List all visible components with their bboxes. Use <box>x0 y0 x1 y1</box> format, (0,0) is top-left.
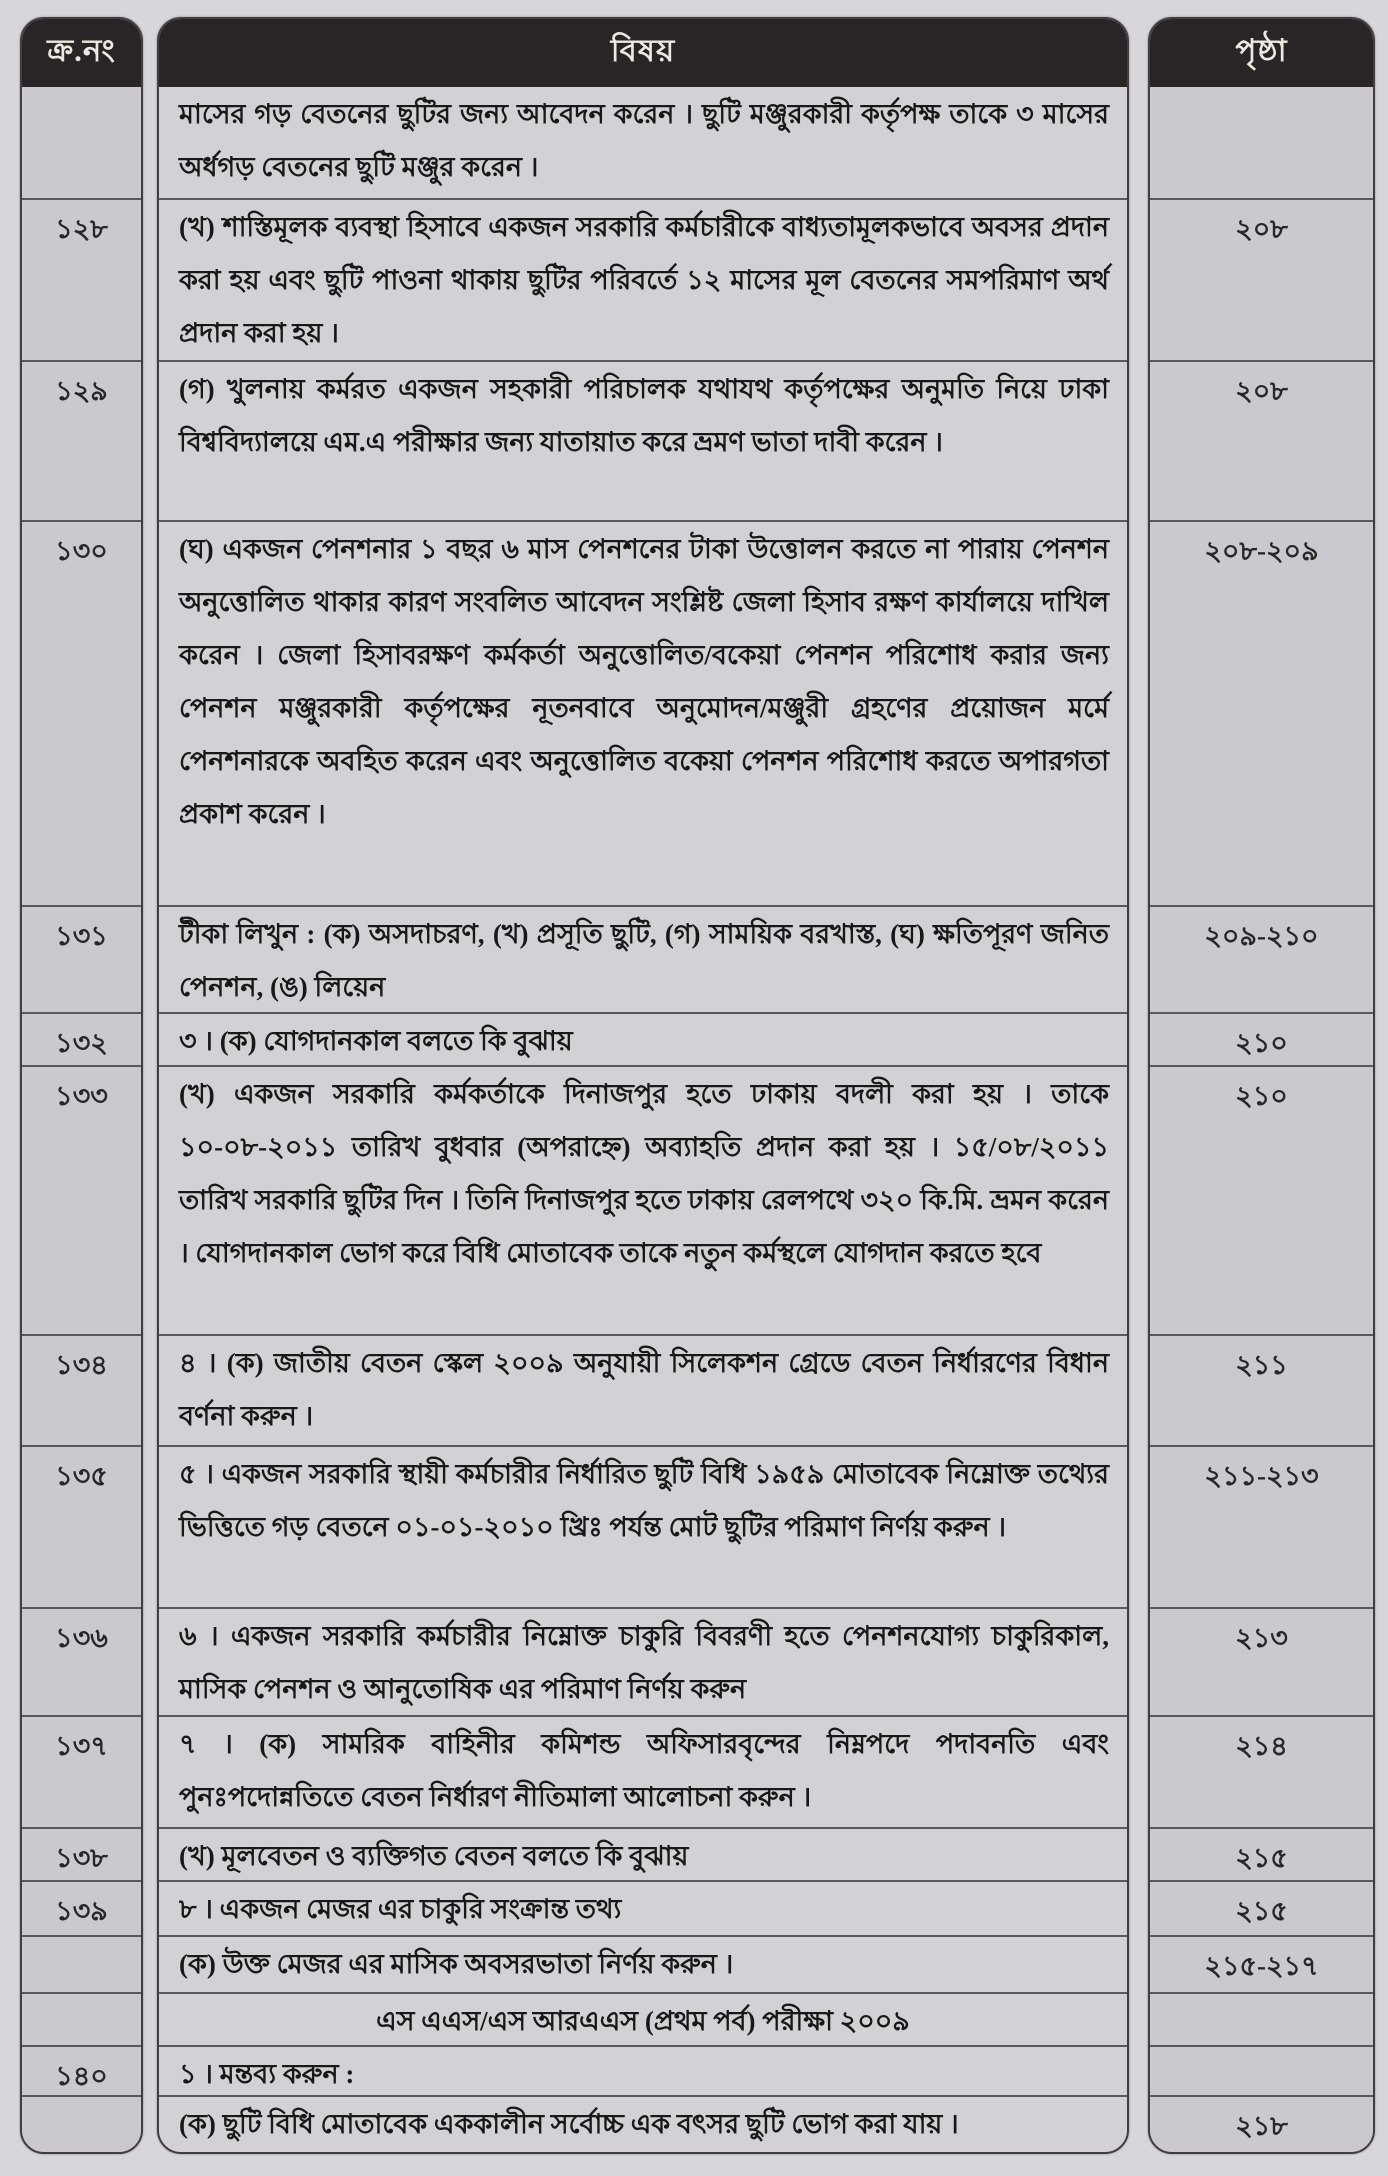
subject-cell: (গ) খুলনায় কর্মরত একজন সহকারী পরিচালক যথাযথ কর্তৃপক্ষের অনুমতি নিয়ে ঢাকা বিশ্ববিদ্যালয়ে এম.এ পরীক্ষার জন্য যাতায়াত করে ভ্রমণ ভাতা দাবী করেন । <box>159 360 1127 520</box>
subject-column-header <box>159 19 1127 87</box>
subject-column <box>157 17 1129 2154</box>
serial-cell: ১৩৭ <box>22 1715 141 1827</box>
page-header-label: পৃষ্ঠা <box>1235 33 1288 68</box>
page-cell: ২০৮-২০৯ <box>1150 520 1373 905</box>
page-cell: ২১৪ <box>1150 1715 1373 1827</box>
page-cell: ২১০ <box>1150 1065 1373 1334</box>
subject-cell: ৫ । একজন সরকারি স্থায়ী কর্মচারীর নির্ধারিত ছুটি বিধি ১৯৫৯ মোতাবেক নিম্নোক্ত তথ্যের ভিত্তিতে গড় বেতনে ০১-০১-২০১০ খ্রিঃ পর্যন্ত মোট ছুটির পরিমাণ নির্ণয় করুন । <box>159 1445 1127 1607</box>
subject-cell: টীকা লিখুন : (ক) অসদাচরণ, (খ) প্রসূতি ছুটি, (গ) সাময়িক বরখাস্ত, (ঘ) ক্ষতিপূরণ জনিত পেনশন, (ঙ) লিয়েন <box>159 905 1127 1012</box>
serial-column-header <box>22 19 141 87</box>
page-cell: ২১৩ <box>1150 1607 1373 1715</box>
subject-cell: (ক) উক্ত মেজর এর মাসিক অবসরভাতা নির্ণয় করুন । <box>159 1935 1127 1992</box>
subject-cell: ৭ । (ক) সামরিক বাহিনীর কমিশন্ড অফিসারবৃন্দের নিম্নপদে পদাবনতি এবং পুনঃপদোন্নতিতে বেতন নির্ধারণ নীতিমালা আলোচনা করুন । <box>159 1715 1127 1827</box>
page-cell: ২১১-২১৩ <box>1150 1445 1373 1607</box>
subject-cell: (ক) ছুটি বিধি মোতাবেক এককালীন সর্বোচ্চ এক বৎসর ছুটি ভোগ করা যায় । <box>159 2095 1127 2152</box>
page-cell: ২১৫ <box>1150 1880 1373 1935</box>
subject-cell: মাসের গড় বেতনের ছুটির জন্য আবেদন করেন । ছুটি মঞ্জুরকারী কর্তৃপক্ষ তাকে ৩ মাসের অর্ধগড় বেতনের ছুটি মঞ্জুর করেন । <box>159 87 1127 198</box>
page-column-body <box>1150 87 1373 2152</box>
page-column-header <box>1150 19 1373 87</box>
subject-cell: ৬ । একজন সরকারি কর্মচারীর নিম্নোক্ত চাকুরি বিবরণী হতে পেনশনযোগ্য চাকুরিকাল, মাসিক পেনশন ও আনুতোষিক এর পরিমাণ নির্ণয় করুন <box>159 1607 1127 1715</box>
serial-cell <box>22 1992 141 2045</box>
subject-cell: (ঘ) একজন পেনশনার ১ বছর ৬ মাস পেনশনের টাকা উত্তোলন করতে না পারায় পেনশন অনুত্তোলিত থাকার কারণ সংবলিত আবেদন সংশ্লিষ্ট জেলা হিসাব রক্ষণ কার্যালয়ে দাখিল করেন । জেলা হিসাবরক্ষণ কর্মকর্তা অনুত্তোলিত/বকেয়া পেনশন পরিশোধ করার জন্য পেনশন মঞ্জুরকারী কর্তৃপক্ষের নূতনবাবে অনুমোদন/মঞ্জুরী গ্রহণের প্রয়োজন মর্মে পেনশনারকে অবহিত করেন এবং অনুত্তোলিত বকেয়া পেনশন পরিশোধ করতে অপারগতা প্রকাশ করেন । <box>159 520 1127 905</box>
serial-cell: ১২৮ <box>22 198 141 360</box>
subject-cell: (খ) একজন সরকারি কর্মকর্তাকে দিনাজপুর হতে ঢাকায় বদলী করা হয় । তাকে ১০-০৮-২০১১ তারিখ বুধবার (অপরাহ্নে) অব্যাহতি প্রদান করা হয় । ১৫/০৮/২০১১ তারিখ সরকারি ছুটির দিন । তিনি দিনাজপুর হতে ঢাকায় রেলপথে ৩২০ কি.মি. ভ্রমন করেন । যোগদানকাল ভোগ করে বিধি মোতাবেক তাকে নতুন কর্মস্থলে যোগদান করতে হবে <box>159 1065 1127 1334</box>
serial-cell: ১৩৬ <box>22 1607 141 1715</box>
serial-cell: ১৩১ <box>22 905 141 1012</box>
serial-header-label: ক্র.নং <box>47 33 116 68</box>
subject-cell: (খ) মূলবেতন ও ব্যক্তিগত বেতন বলতে কি বুঝায় <box>159 1827 1127 1880</box>
serial-cell: ১৩৯ <box>22 1880 141 1935</box>
serial-cell <box>22 1935 141 1992</box>
page-cell: ২০৮ <box>1150 360 1373 520</box>
subject-cell: ৪ । (ক) জাতীয় বেতন স্কেল ২০০৯ অনুযায়ী সিলেকশন গ্রেডে বেতন নির্ধারণের বিধান বর্ণনা করুন । <box>159 1334 1127 1445</box>
serial-cell: ১৩০ <box>22 520 141 905</box>
serial-cell: ১২৯ <box>22 360 141 520</box>
page-column <box>1148 17 1375 2154</box>
page-cell: ২১১ <box>1150 1334 1373 1445</box>
page-cell: ২০৮ <box>1150 198 1373 360</box>
page-cell <box>1150 1992 1373 2045</box>
page-cell <box>1150 87 1373 198</box>
page-cell: ২১৫ <box>1150 1827 1373 1880</box>
page-cell <box>1150 2045 1373 2095</box>
subject-cell: ১ । মন্তব্য করুন : <box>159 2045 1127 2095</box>
serial-cell <box>22 2095 141 2152</box>
section-header-cell: এস এএস/এস আরএএস (প্রথম পর্ব) পরীক্ষা ২০০৯ <box>159 1992 1127 2045</box>
serial-cell: ১৩২ <box>22 1012 141 1065</box>
subject-cell: ৮ । একজন মেজর এর চাকুরি সংক্রান্ত তথ্য <box>159 1880 1127 1935</box>
subject-column-body <box>159 87 1127 2152</box>
page-cell: ২১৮ <box>1150 2095 1373 2152</box>
serial-cell: ১৩৫ <box>22 1445 141 1607</box>
serial-cell: ১৪০ <box>22 2045 141 2095</box>
serial-column <box>20 17 143 2154</box>
serial-column-body <box>22 87 141 2152</box>
toc-table <box>20 17 1375 2154</box>
serial-cell: ১৩৪ <box>22 1334 141 1445</box>
subject-cell: (খ) শাস্তিমূলক ব্যবস্থা হিসাবে একজন সরকারি কর্মচারীকে বাধ্যতামূলকভাবে অবসর প্রদান করা হয় এবং ছুটি পাওনা থাকায় ছুটির পরিবর্তে ১২ মাসের মূল বেতনের সমপরিমাণ অর্থ প্রদান করা হয় । <box>159 198 1127 360</box>
page-cell: ২১৫-২১৭ <box>1150 1935 1373 1992</box>
subject-header-label: বিষয় <box>610 33 676 68</box>
subject-cell: ৩ । (ক) যোগদানকাল বলতে কি বুঝায় <box>159 1012 1127 1065</box>
serial-cell: ১৩৩ <box>22 1065 141 1334</box>
serial-cell: ১৩৮ <box>22 1827 141 1880</box>
page-cell: ২০৯-২১০ <box>1150 905 1373 1012</box>
serial-cell <box>22 87 141 198</box>
page-cell: ২১০ <box>1150 1012 1373 1065</box>
